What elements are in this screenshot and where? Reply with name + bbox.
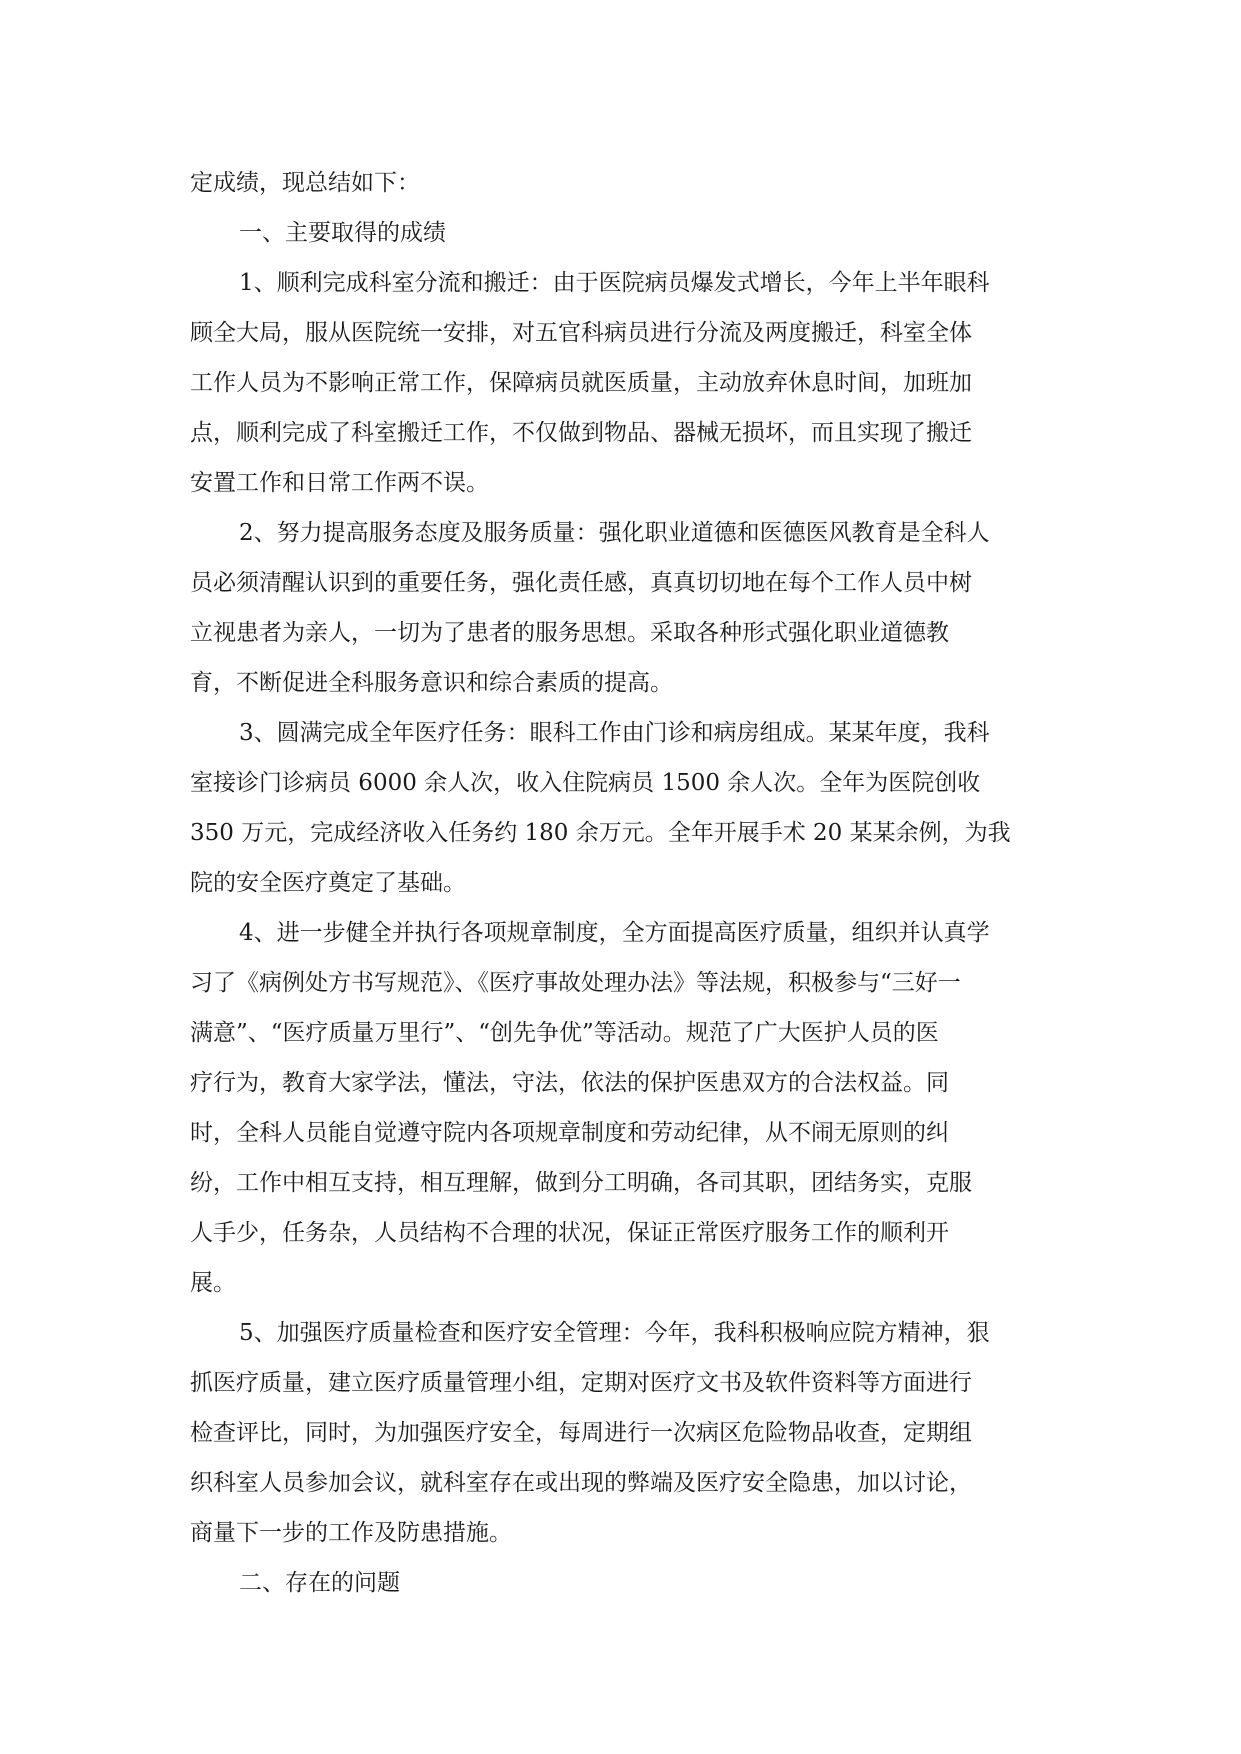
document-body	[190, 158, 1050, 1608]
paragraph-3-line-2: 室接诊门诊病员 6000 余人次，收入住院病员 1500 余人次。全年为医院创收	[190, 770, 981, 796]
paragraph-4-line-2: 习了《病例处方书写规范》、《医疗事故处理办法》等法规，积极参与“三好一	[190, 970, 961, 996]
paragraph-4-line-1: 4、进一步健全并执行各项规章制度，全方面提高医疗质量，组织并认真学	[239, 920, 990, 946]
paragraph-4-line-6: 纷，工作中相互支持，相互理解，做到分工明确，各司其职，团结务实，克服	[190, 1170, 972, 1196]
paragraph-1-line-2: 顾全大局，服从医院统一安排，对五官科病员进行分流及两度搬迁，科室全体	[190, 320, 972, 346]
paragraph-1-line-4: 点，顺利完成了科室搬迁工作，不仅做到物品、器械无损坏，而且实现了搬迁	[190, 420, 972, 446]
paragraph-4-line-3: 满意”、“医疗质量万里行”、“创先争优”等活动。规范了广大医护人员的医	[190, 1020, 939, 1046]
paragraph-3-line-3: 350 万元，完成经济收入任务约 180 余万元。全年开展手术 20 某某余例，为我	[190, 820, 1011, 846]
paragraph-3-line-1: 3、圆满完成全年医疗任务：眼科工作由门诊和病房组成。某某年度，我科	[239, 720, 990, 746]
paragraph-1-line-5: 安置工作和日常工作两不误。	[190, 470, 489, 496]
paragraph-4-line-5: 时，全科人员能自觉遵守院内各项规章制度和劳动纪律，从不闹无原则的纠	[190, 1120, 949, 1146]
paragraph-2-line-4: 育，不断促进全科服务意识和综合素质的提高。	[190, 670, 673, 696]
text-line-1: 定成绩，现总结如下：	[190, 170, 420, 196]
paragraph-4-line-7: 人手少，任务杂，人员结构不合理的状况，保证正常医疗服务工作的顺利开	[190, 1220, 949, 1246]
paragraph-5-line-5: 商量下一步的工作及防患措施。	[190, 1520, 512, 1546]
section-heading-problems: 二、存在的问题	[239, 1570, 400, 1596]
paragraph-3-line-4: 院的安全医疗奠定了基础。	[190, 870, 466, 896]
paragraph-1-line-3: 工作人员为不影响正常工作，保障病员就医质量，主动放弃休息时间，加班加	[190, 370, 972, 396]
paragraph-5-line-4: 织科室人员参加会议，就科室存在或出现的弊端及医疗安全隐患，加以讨论，	[190, 1470, 972, 1496]
section-heading-achievements: 一、主要取得的成绩	[239, 220, 446, 246]
paragraph-4-line-4: 疗行为，教育大家学法，懂法，守法，依法的保护医患双方的合法权益。同	[190, 1070, 949, 1096]
paragraph-5-line-2: 抓医疗质量，建立医疗质量管理小组，定期对医疗文书及软件资料等方面进行	[190, 1370, 972, 1396]
paragraph-2-line-2: 员必须清醒认识到的重要任务，强化责任感，真真切切地在每个工作人员中树	[190, 570, 972, 596]
paragraph-4-line-8: 展。	[190, 1270, 236, 1296]
paragraph-5-line-1: 5、加强医疗质量检查和医疗安全管理：今年，我科积极响应院方精神，狠	[239, 1320, 990, 1346]
paragraph-2-line-1: 2、努力提高服务态度及服务质量：强化职业道德和医德医风教育是全科人	[239, 520, 990, 546]
paragraph-2-line-3: 立视患者为亲人，一切为了患者的服务思想。采取各种形式强化职业道德教	[190, 620, 949, 646]
paragraph-5-line-3: 检查评比，同时，为加强医疗安全，每周进行一次病区危险物品收查，定期组	[190, 1420, 972, 1446]
paragraph-1-line-1: 1、顺利完成科室分流和搬迁：由于医院病员爆发式增长，今年上半年眼科	[239, 270, 990, 296]
